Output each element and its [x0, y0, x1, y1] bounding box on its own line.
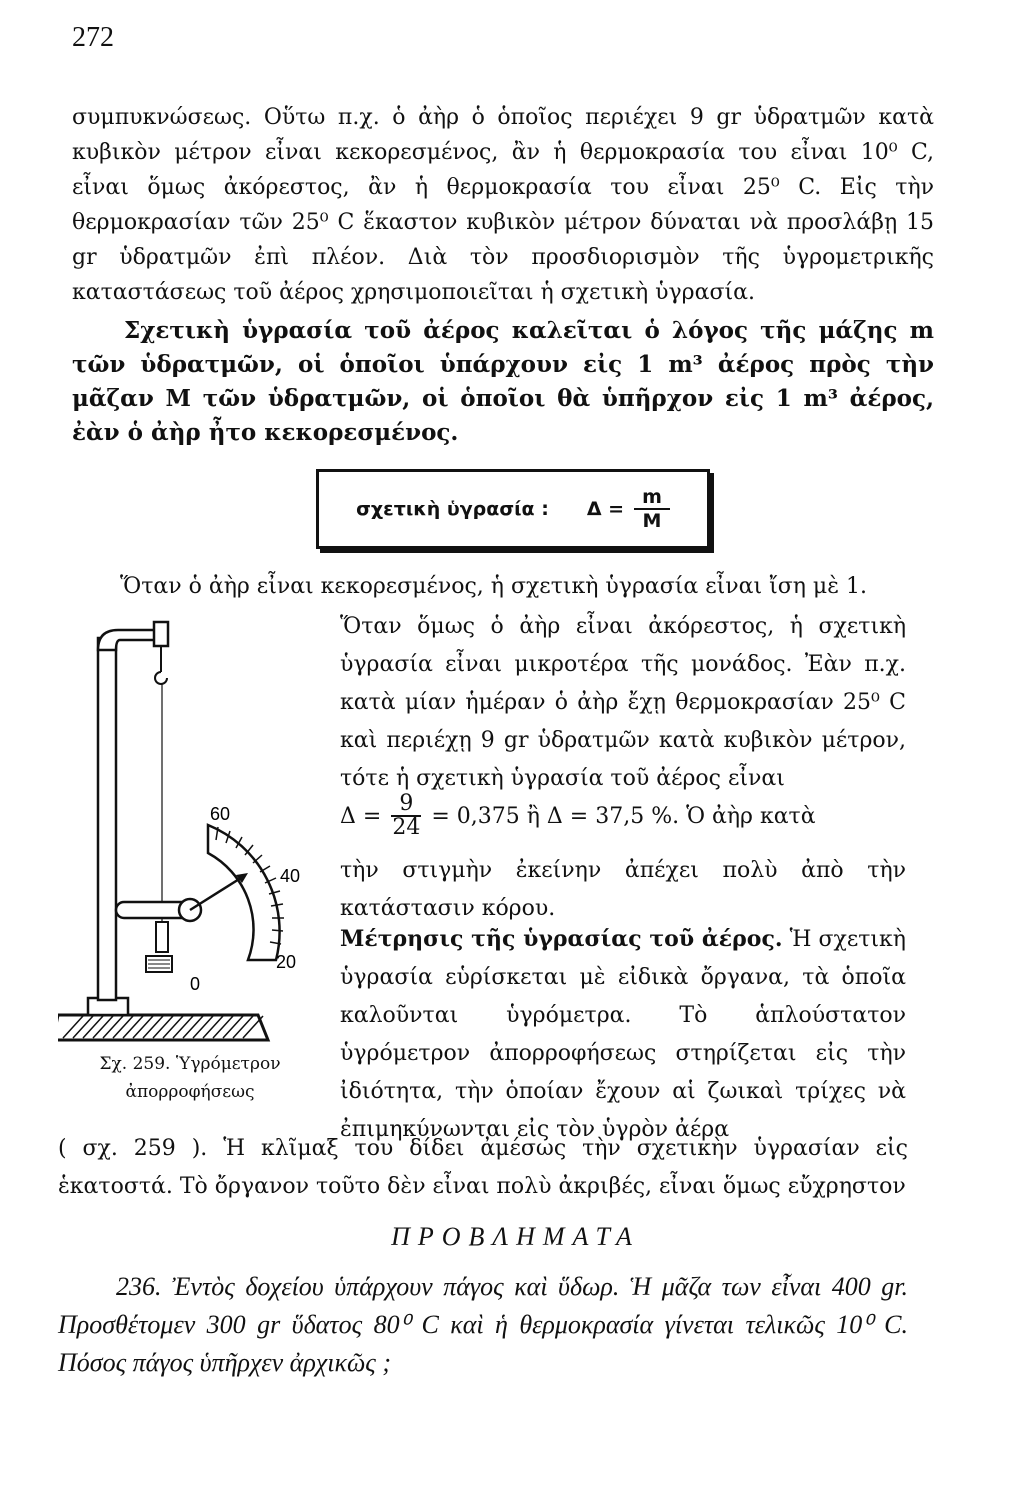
scale-label-0: 0	[190, 974, 201, 994]
measurement-heading: Μέτρησις τῆς ὑγρασίας τοῦ ἀέρος.	[340, 926, 783, 952]
formula-equation	[587, 486, 670, 532]
hygrometer-diagram	[58, 610, 338, 1050]
formula-fraction	[634, 486, 670, 532]
example-equation	[340, 788, 906, 844]
intro-paragraph: συμπυκνώσεως. Οὕτω π.χ. ὁ ἀὴρ ὁ ὁποῖος περιέχει 9 gr ὑδρατμῶν κατὰ κυβικὸν μέτρον εἶναι κεκορεσμένος, ἂν ἡ θερμοκρασία του εἶναι 10⁰ C, εἶναι ὅμως ἀκόρεστος, ἂν ἡ θερμοκρασία του εἶναι 25⁰ C. Εἰς τὴν θερμοκρασίαν τῶν 25⁰ C ἕκαστον κυβικὸν μέτρον δύναται νὰ προσλάβῃ 15 gr ὑδρατμῶν ἐπὶ πλέον. Διὰ τὸν προσδιορισμὸν τῆς ὑγρομετρικῆς καταστάσεως τοῦ ἀέρος χρησιμοποιεῖται ἡ σχετικὴ ὑγρασία.	[72, 105, 934, 305]
measurement-paragraph	[340, 920, 906, 1149]
caption-line-2: ἀπορροφήσεως	[125, 1082, 255, 1102]
hair-weight	[156, 922, 168, 952]
eq-numerator: 9	[391, 793, 421, 817]
distance-from-saturation: τὴν στιγμὴν ἐκείνην ἀπέχει πολὺ ἀπὸ τὴν κατάστασιν κόρου.	[340, 858, 906, 921]
formula-box	[316, 469, 710, 549]
problem-236: 236. Ἐντὸς δοχείου ὑπάρχουν πάγος καὶ ὕδωρ. Ἡ μᾶζα των εἶναι 400 gr. Προσθέτομεν 300 gr ὕδατος 80⁰ C καὶ ἡ θερμοκρασία γίνεται τελικῶς 10⁰ C. Πόσος πάγος ὑπῆρχεν ἀρχικῶς ;	[58, 1272, 908, 1377]
scale-label-20: 20	[276, 952, 297, 972]
hook	[155, 672, 167, 684]
stand-pole	[98, 638, 116, 1000]
scale-label-60: 60	[210, 804, 231, 824]
unsaturated-paragraph: Ὅταν ὅμως ὁ ἀὴρ εἶναι ἀκόρεστος, ἡ σχετικὴ ὑγρασία εἶναι μικροτέρα τῆς μονάδος. Ἐὰν π.χ. κατὰ μίαν ἡμέραν ὁ ἀὴρ ἔχῃ θερμοκρασίαν 25⁰ C καὶ περιέχῃ 9 gr ὑδρατμῶν κατὰ κυβικὸν μέτρον, τότε ἡ σχετικὴ ὑγρασία τοῦ ἀέρος εἶναι	[340, 614, 906, 791]
formula-denominator: M	[642, 510, 662, 532]
saturated-statement: Ὅταν ὁ ἀὴρ εἶναι κεκορεσμένος, ἡ σχετικὴ ὑγρασία εἶναι ἴση μὲ 1.	[120, 574, 868, 599]
eq-denominator: 24	[392, 815, 421, 840]
eq-fraction	[391, 793, 421, 839]
scale-label-40: 40	[280, 866, 301, 886]
eq-delta: Δ =	[340, 803, 382, 829]
page-number: 272	[72, 22, 114, 53]
bottom-paragraph: ( σχ. 259 ). Ἡ κλῖμαξ του δίδει ἀμέσως τὴν σχετικὴν ὑγρασίαν εἰς ἑκατοστά. Τὸ ὄργανον τοῦτο δὲν εἶναι πολὺ ἀκριβές, εἶναι ὅμως εὔχρηστον	[58, 1136, 908, 1199]
problems-title: ΠΡΟΒΛΗΜΑΤΑ	[391, 1222, 640, 1251]
stand-arm	[98, 630, 156, 650]
eq-rest: = 0,375 ἢ Δ = 37,5 %. Ὁ ἀὴρ κατὰ	[431, 803, 816, 829]
hair-clamp	[154, 622, 168, 646]
measurement-text: Ἡ σχετικὴ ὑγρασία εὑρίσκεται μὲ εἰδικὰ ὄργανα, τὰ ὁποῖα καλοῦνται ὑγρόμετρα. Τὸ ἁπλούστατον ὑγρόμετρον ἀπορροφήσεως στηρίζεται εἰς τὴν ἰδιότητα, τὴν ὁποίαν ἔχουν αἱ ζωικαὶ τρίχες νὰ ἐπιμηκύνωνται εἰς τὸν ὑγρὸν ἀέρα	[340, 927, 906, 1142]
formula-symbol: Δ =	[586, 498, 625, 520]
pointer-needle	[190, 876, 244, 910]
formula-numerator: m	[634, 486, 670, 510]
figure-caption	[60, 1050, 320, 1106]
hygrometer-figure	[58, 610, 338, 1050]
formula-label: σχετικὴ ὑγρασία :	[356, 498, 549, 520]
caption-line-1: Σχ. 259. Ὑγρόμετρον	[99, 1054, 281, 1074]
definition-paragraph: Σχετικὴ ὑγρασία τοῦ ἀέρος καλεῖται ὁ λόγος τῆς μάζης m τῶν ὑδρατμῶν, οἱ ὁποῖοι ὑπάρχουν εἰς 1 m³ ἀέρος πρὸς τὴν μᾶζαν M τῶν ὑδρατμῶν, οἱ ὁποῖοι θὰ ὑπῆρχον εἰς 1 m³ ἀέρος, ἐὰν ὁ ἀὴρ ἦτο κεκορεσμένος.	[72, 317, 934, 446]
